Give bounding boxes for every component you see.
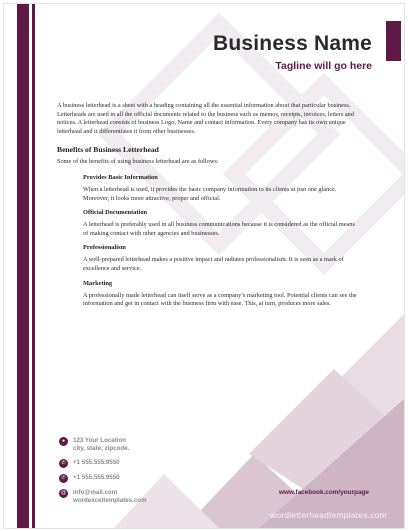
right-accent-bar: [386, 21, 401, 61]
benefits-intro: Some of the benefits of using business letterhead are as follows:: [57, 158, 219, 166]
benefit-section: [57, 173, 357, 203]
benefit-section: [57, 279, 357, 309]
contact-email: [59, 489, 147, 505]
benefit-title: Marketing: [83, 279, 113, 287]
benefit-section: [57, 243, 357, 273]
benefits-heading: Benefits of Business Letterhead: [57, 145, 159, 155]
letterhead-header: [213, 32, 372, 73]
email[interactable]: info@mail.com: [73, 489, 118, 496]
letter-body: [57, 102, 357, 314]
benefit-title: Professionalism: [83, 244, 126, 252]
benefit-body: When a letterhead is used, it provides the basic company information to its clients at just one glance. Moreover, it looks more attractive, proper and official.: [83, 185, 337, 202]
phone-2: +1 555.555.9550: [73, 474, 120, 481]
phone-icon: ✆: [59, 474, 68, 483]
contact-phone-2: [59, 474, 147, 483]
business-name: Business Name: [212, 32, 372, 55]
tagline: Tagline will go here: [275, 60, 372, 72]
facebook-link[interactable]: www.facebook.com/yourpage: [279, 489, 369, 496]
contact-address: [59, 437, 147, 453]
phone-1: +1 555.555.9550: [73, 459, 120, 466]
email-icon: @: [60, 490, 67, 496]
phone-icon: ✆: [59, 459, 68, 468]
left-accent-bar: [17, 4, 29, 528]
benefit-body: A well-prepared letterhead makes a positive impact and radiates professionalism. It is seen as a mark of excellence and service.: [83, 256, 344, 272]
intro-paragraph: A business letterhead is a sheet with a heading containing all the essential information about that particular business. Letterheads are used in all the official documents related to the business such as memos, receipts, invoices, letters and notices. A letterhead consists of business Logo, Name and contact information. Every company has its own unique letterhead and it differentiates it from other businesses.: [57, 102, 354, 135]
contact-phone: [59, 459, 147, 468]
address-line-2: city, state, zipcode.: [73, 445, 130, 452]
address-line-1: 123 Your Location: [73, 437, 127, 444]
benefit-title: Official Documentation: [83, 209, 148, 217]
left-accent-thin-bar: [32, 4, 35, 528]
website[interactable]: wordexceltemplates.com: [73, 497, 147, 504]
benefit-body: A professionally made letterhead can itself serve as a company’s marketing tool. Potential clients can see the information and get in contact with the business firm with ease. This, at turn, produces more sales.: [83, 291, 357, 308]
letterhead-page: [3, 3, 405, 529]
benefit-sections: [57, 173, 357, 309]
location-pin-icon: ●: [59, 437, 68, 446]
benefit-section: [57, 208, 357, 238]
benefit-body: A letterhead is preferably used in all business communications because it is considered as the official means of making contact with other agencies and businesses.: [83, 221, 355, 237]
footer-watermark: wordletterheadtemplates.com: [270, 510, 387, 520]
benefit-title: Provides Basic Information: [83, 173, 158, 181]
contact-block: [59, 437, 147, 511]
